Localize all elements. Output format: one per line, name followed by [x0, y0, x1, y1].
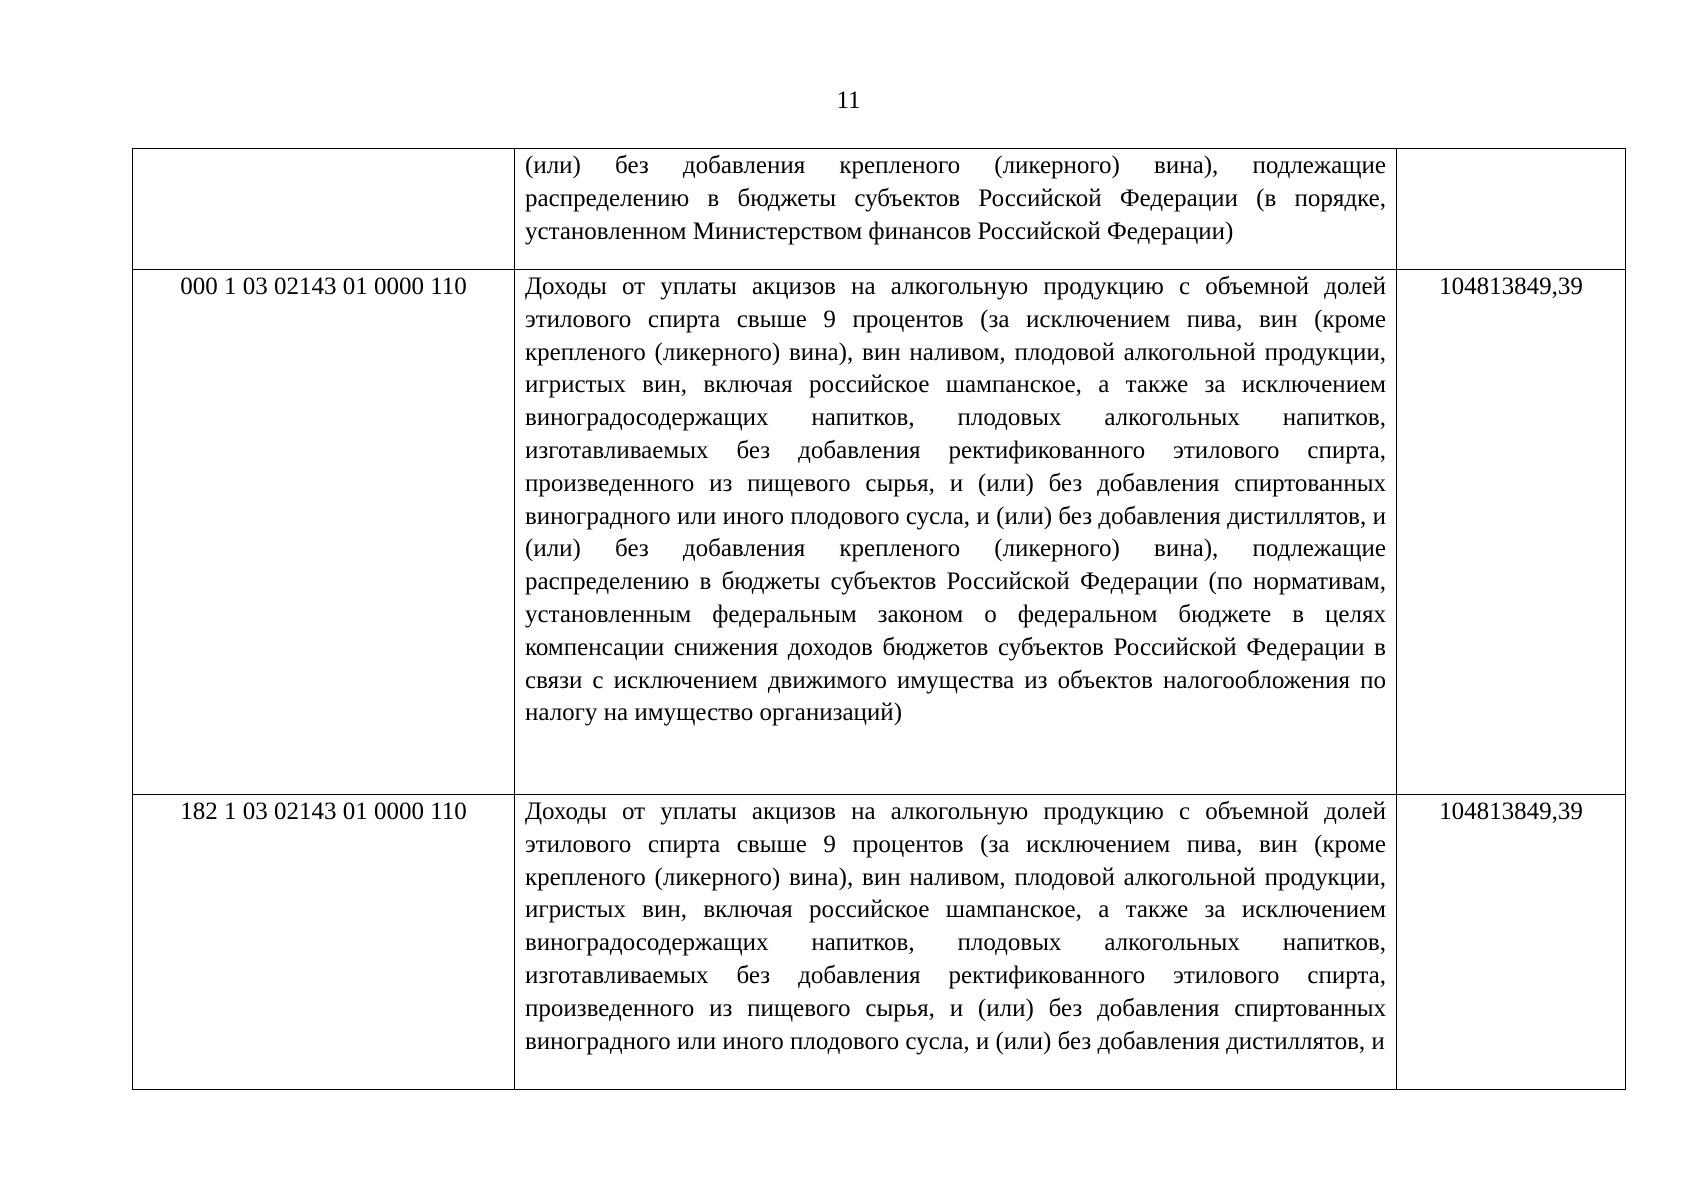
description-cell — [515, 270, 1397, 795]
page-number: 11 — [836, 87, 861, 114]
revenue-table — [132, 148, 1626, 1090]
budget-code-cell: 000 1 03 02143 01 0000 110 — [133, 270, 515, 795]
description-text: Доходы от уплаты акцизов на алкогольную продукцию с объемной долей этилового спирта свыше 9 процентов (за исключением пива, вин (кроме крепленого (ликерного) вина), вин наливом, плодовой алкогольной продукции, игристых вин, включая российское шампанское, а также за исключением виноградосодержащих напитков, плодовых алкогольных напитков, изготавливаемых без добавления ректификованного этилового спирта, произведенного из пищевого сырья, и (или) без добавления спиртованных виноградного или иного плодового сусла, и (или) без добавления дистиллятов, и (или) без добавления крепленого (ликерного) вина), подлежащие распределению в бюджеты субъектов Российской Федерации (по нормативам, установленным федеральным законом о федеральном бюджете в целях компенсации снижения доходов бюджетов субъектов Российской Федерации в связи с исключением движимого имущества из объектов налогообложения по налогу на имущество организаций) — [525, 273, 1386, 727]
description-text: Доходы от уплаты акцизов на алкогольную продукцию с объемной долей этилового спирта свыше 9 процентов (за исключением пива, вин (кроме крепленого (ликерного) вина), вин наливом, плодовой алкогольной продукции, игристых вин, включая российское шампанское, а также за исключением виноградосодержащих напитков, плодовых алкогольных напитков, изготавливаемых без добавления ректификованного этилового спирта, произведенного из пищевого сырья, и (или) без добавления спиртованных виноградного или иного плодового сусла, и (или) без добавления дистиллятов, и — [525, 798, 1386, 1055]
table-row — [133, 270, 1626, 795]
amount-cell: 104813849,39 — [1397, 795, 1626, 1090]
table-row — [133, 795, 1626, 1090]
description-cell — [515, 149, 1397, 270]
table-row — [133, 149, 1626, 270]
amount-cell: 104813849,39 — [1397, 270, 1626, 795]
description-text: (или) без добавления крепленого (ликерного) вина), подлежащие распределению в бюджеты субъектов Российской Федерации (в порядке, установленном Министерством финансов Российской Федерации) — [525, 152, 1386, 245]
amount-cell — [1397, 149, 1626, 270]
budget-code-cell: 182 1 03 02143 01 0000 110 — [133, 795, 515, 1090]
budget-code-cell — [133, 149, 515, 270]
description-cell — [515, 795, 1397, 1090]
